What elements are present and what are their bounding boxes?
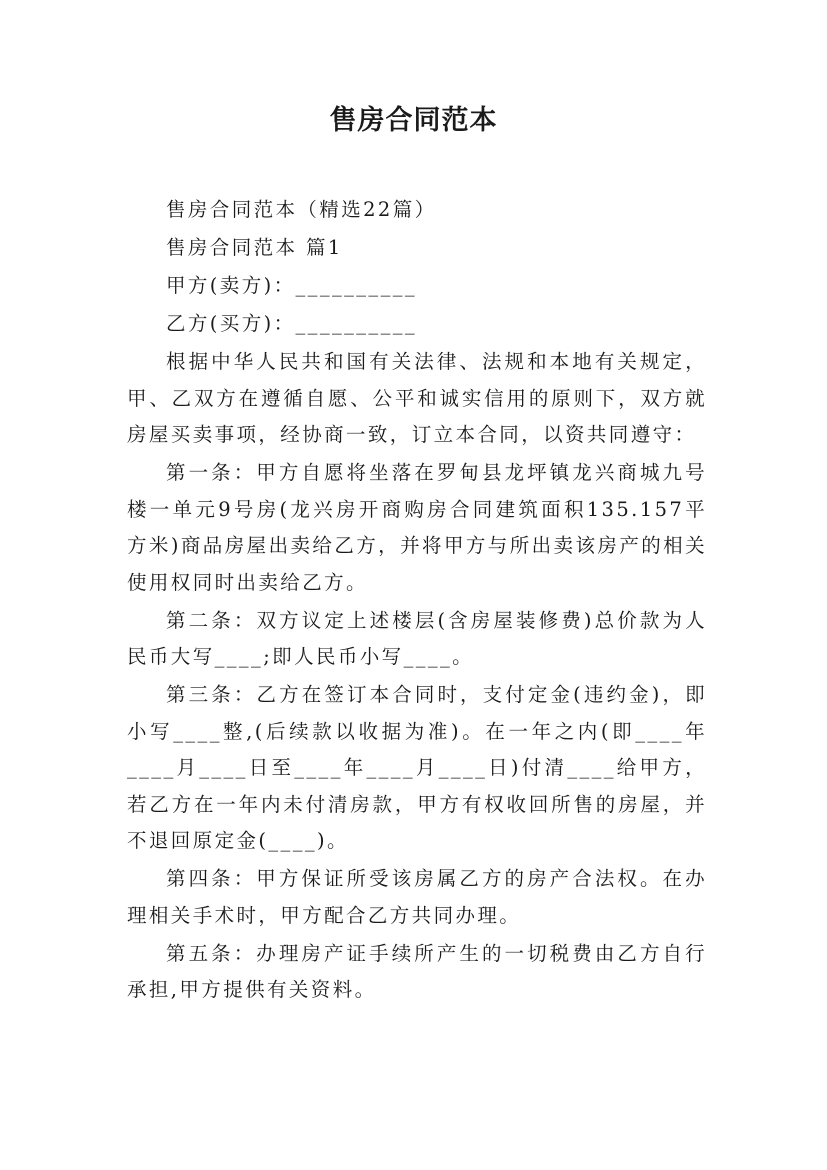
party-b-line: 乙方(买方)：__________ bbox=[166, 312, 418, 335]
article-1-paragraph: 第一条：甲方自愿将坐落在罗甸县龙坪镇龙兴商城九号楼一单元9号房(龙兴房开商购房合同建筑面积135.157平方米)商品房屋出卖给乙方，并将甲方与所出卖该房产的相关使用权同时出卖给乙方。 bbox=[127, 461, 707, 594]
document-title: 售房合同范本 bbox=[329, 105, 498, 136]
section-heading: 售房合同范本 篇1 bbox=[166, 236, 343, 259]
article-3-paragraph: 第三条：乙方在签订本合同时，支付定金(违约金)，即小写____整,(后续款以收据为准)。在一年之内(即____年____月____日至____年____月____日)付清____给甲方，若乙方在一年内未付清房款，甲方有权收回所售的房屋，并不退回原定金(____)。 bbox=[127, 683, 707, 852]
party-a-line: 甲方(卖方)：__________ bbox=[166, 274, 418, 297]
document-body bbox=[127, 192, 707, 1010]
article-2-paragraph: 第二条：双方议定上述楼层(含房屋装修费)总价款为人民币大写____;即人民币小写____。 bbox=[127, 608, 707, 668]
preamble-paragraph: 根据中华人民共和国有关法律、法规和本地有关规定，甲、乙双方在遵循自愿、公平和诚实信用的原则下，双方就房屋买卖事项，经协商一致，订立本合同，以资共同遵守： bbox=[127, 350, 707, 446]
article-5-paragraph: 第五条：办理房产证手续所产生的一切税费由乙方自行承担,甲方提供有关资料。 bbox=[127, 941, 707, 1001]
subtitle-paragraph: 售房合同范本（精选22篇） bbox=[166, 198, 437, 221]
article-4-paragraph: 第四条：甲方保证所受该房属乙方的房产合法权。在办理相关手术时，甲方配合乙方共同办理。 bbox=[127, 867, 707, 927]
